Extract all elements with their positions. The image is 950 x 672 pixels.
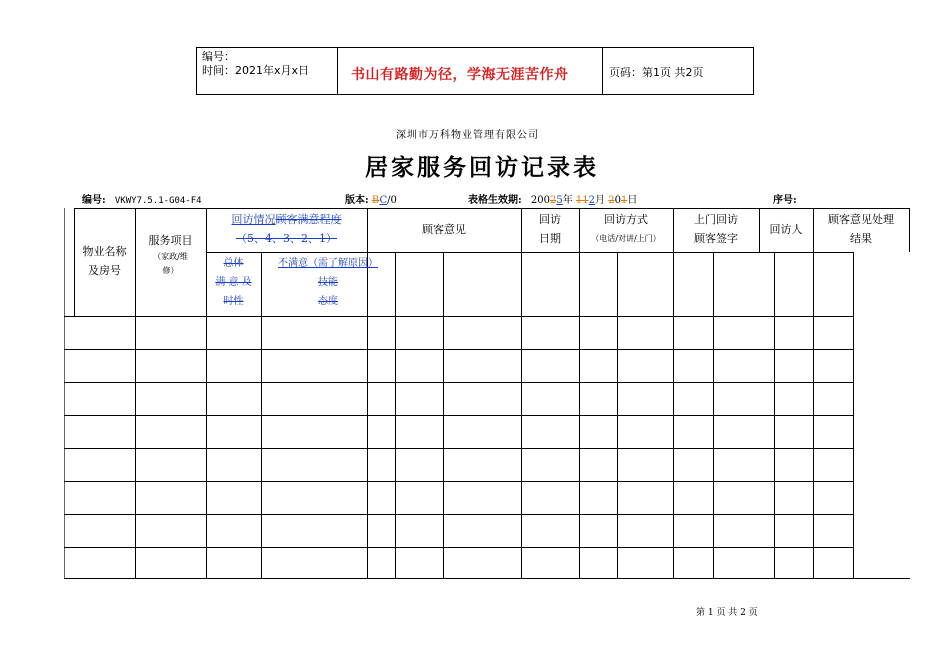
eff-part: 200 <box>530 195 550 206</box>
table-line <box>64 349 854 350</box>
table-line <box>673 208 674 578</box>
col-overall <box>206 254 261 311</box>
serial-label: 序号: <box>773 195 797 206</box>
col-visit-method <box>579 210 673 248</box>
header-time-label: 时间：2021年x月x日 <box>202 64 310 77</box>
attitude-label: 态度 <box>318 296 338 307</box>
table-line <box>813 208 814 578</box>
version-old: B <box>371 195 380 206</box>
eff-part: 11 <box>575 195 589 206</box>
col-property-line: 物业名称 <box>82 245 127 258</box>
company-name: 深圳市万科物业管理有限公司 <box>396 130 539 141</box>
visit-method-sub: （电话/对讲/上门） <box>591 234 661 243</box>
eff-part: 日 <box>627 195 638 206</box>
col-customer-opinion: 顾客意见 <box>422 223 466 236</box>
handling-line: 顾客意见处理 <box>828 213 894 226</box>
eff-part: 5 <box>556 195 563 206</box>
eff-part: 2 <box>608 195 615 206</box>
table-line <box>64 382 854 383</box>
form-code <box>82 191 202 206</box>
header-motto: 书山有路勤为径，学海无涯苦作舟 <box>351 67 569 83</box>
col-visit-date <box>521 210 579 248</box>
table-line <box>74 208 910 209</box>
overall-line: 时性 <box>223 296 244 307</box>
visit-date-line: 回访 <box>539 213 561 226</box>
form-code-value: VKWY7.5.1-G04-F4 <box>114 196 202 206</box>
col-service-label: 服务项目 <box>148 234 193 247</box>
overall-line: 总体 <box>223 258 244 269</box>
eff-part: 2 <box>588 195 596 206</box>
table-line <box>64 448 854 449</box>
unsat-label: 不满意（需了解原因） <box>278 258 378 269</box>
col-unsatisfied <box>261 254 395 311</box>
form-version-label: 版本: <box>345 195 369 206</box>
table-line <box>64 547 854 548</box>
header-divider <box>337 47 338 95</box>
form-code-label: 编号: <box>82 195 106 206</box>
visit-method-label: 回访方式 <box>604 213 648 226</box>
version-new: C <box>379 195 388 206</box>
door-visit-line: 顾客签字 <box>694 232 738 245</box>
col-visit-status <box>206 210 367 248</box>
table-line <box>909 208 910 252</box>
table-line <box>206 252 854 253</box>
table-line <box>64 514 854 515</box>
col-service-sub: （家政/维 <box>153 252 188 261</box>
table-line <box>64 481 854 482</box>
form-title: 居家服务回访记录表 <box>365 154 599 181</box>
eff-part: 2 <box>549 195 557 206</box>
table-line <box>64 578 910 579</box>
header-page-label: 页码：第1页 共2页 <box>609 66 704 79</box>
col-handling <box>813 210 909 248</box>
header-divider <box>602 47 603 95</box>
overall-line: 满 意 及 <box>215 277 252 288</box>
table-line <box>64 415 854 416</box>
visit-status-text: 顾客满意程度 <box>275 213 342 226</box>
handling-line: 结果 <box>850 232 872 245</box>
table-line <box>579 208 580 578</box>
version-rest: /0 <box>387 195 397 206</box>
col-property <box>74 242 135 280</box>
col-visitor: 回访人 <box>769 223 803 236</box>
col-service <box>135 231 206 278</box>
table-line <box>64 316 854 317</box>
door-visit-line: 上门回访 <box>694 213 738 226</box>
table-line <box>521 208 522 578</box>
eff-part: 0 <box>614 195 621 206</box>
form-effective-date <box>468 191 637 206</box>
visit-status-text: 回访情况 <box>231 213 276 226</box>
eff-part: 1 <box>620 195 628 206</box>
visit-date-line: 日期 <box>539 232 561 245</box>
page-footer: 第 1 页 共 2 页 <box>696 608 758 618</box>
eff-part: 月 <box>595 195 606 206</box>
col-service-sub: 修） <box>162 266 179 275</box>
header-number-label: 编号： <box>202 50 235 63</box>
eff-part: 年 <box>562 195 573 206</box>
visit-scale: （5、4、3、2、1） <box>236 232 337 245</box>
form-serial <box>773 191 797 206</box>
col-property-line: 及房号 <box>88 264 121 277</box>
effective-label: 表格生效期: <box>468 195 522 206</box>
table-line <box>64 208 65 578</box>
col-door-visit <box>673 210 759 248</box>
form-version <box>345 191 397 206</box>
skill-label: 技能 <box>318 277 338 288</box>
